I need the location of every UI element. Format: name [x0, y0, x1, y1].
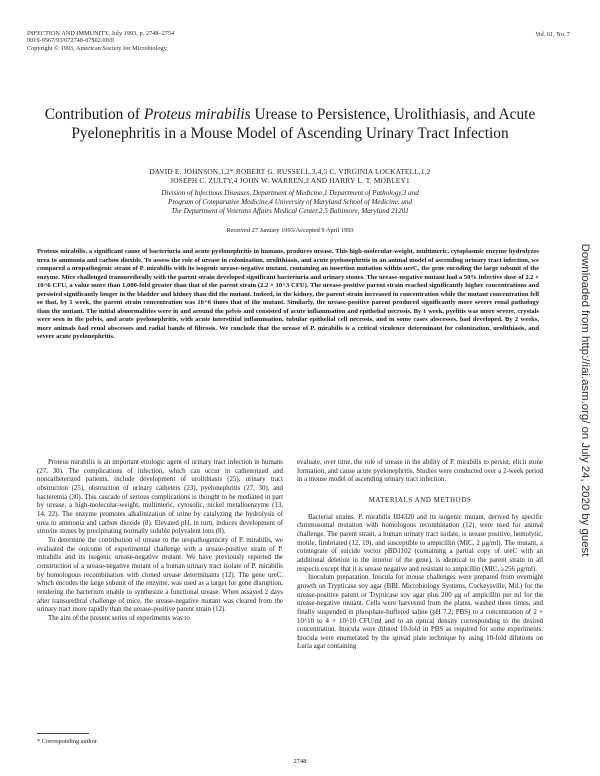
bacterial-strains-paragraph: Bacterial strains. P. mirabilis HI4320 and its isogenic mutant, derived by specific chromosomal mutation with homologous recombination (12), were used for animal challenge. The parent strain, a human urinary tract isolate, is urease positive, hemolytic, motile, fimbriated (12, 19), and susceptible to ampicillin (MIC, 2 μg/ml). The mutant, a cointegrate of suicide vector pBD1102 (containing a partial copy of ureC with an additional deletion in the interior of the gene), is identical to the parent strain in all respects except that it is urease negative and resistant to ampicillin (MIC, ≥256 μg/ml).: [297, 513, 543, 573]
affiliations: [40, 189, 540, 217]
received-dates: Received 27 January 1993/Accepted 9 April 1993: [226, 227, 354, 234]
intro-paragraph-1: Proteus mirabilis is an important etiologic agent of urinary tract infection in humans (27, 30). The complications of infection, which can occur in catheterized and noncatheterized patients, include development of urolithiasis (25), urinary tract obstruction (25), obstruction of urinary catheters (23), pyelonephritis (27, 30), and bacteremia (30). This cascade of serious complications is thought to be mediated in part by urease, a high-molecular-weight, multimeric, cytosolic, nickel metalloenzyme (13, 14, 22). The enzyme promotes alkalinization of urine by catalyzing the hydrolysis of urea to ammonia and carbon dioxide (8). Elevated pH, in turn, induces development of struvite stones by precipitating normally soluble polyvalent ions (8).: [37, 459, 283, 536]
affiliation-line-2: Program of Comparative Medicine,4 University of Maryland School of Medicine, and: [167, 198, 413, 207]
download-stamp-text: Downloaded from http://iai.asm.org/ on July 24, 2020 by guest: [579, 243, 591, 557]
author-list: [40, 167, 540, 185]
authors-line-2: JOSEPH C. ZULTY,4 JOHN W. WARREN,2 AND HARRY L. T. MOBLEY1: [170, 176, 410, 186]
title-pre: Contribution of: [44, 106, 144, 123]
body-column-left: [37, 459, 283, 623]
body-column-right: [297, 459, 543, 652]
intro-paragraph-continued: evaluate, over time, the role of urease in the ability of P. mirabilis to persist, elicit stone formation, and cause acute pyelonephritis. Studies were conducted over a 2-week period in a mouse model of ascending urinary tract infection.: [297, 459, 543, 484]
abstract: Proteus mirabilis, a significant cause of bacteriuria and acute pyelonephritis in humans, produces urease. This high-molecular-weight, multimeric, cytoplasmic enzyme hydrolyzes urea to ammonia and carbon dioxide. To assess the role of urease in colonization, urolithiasis, and acute pyelonephritis in an animal model of ascending urinary tract infection, we compared a uropathogenic strain of P. mirabilis with its isogenic urease-negative mutant, containing an insertion mutation within ureC, the gene encoding the large subunit of the enzyme. Mice challenged transurethrally with the parent strain developed significant bacteriuria and urinary stones. The urease-negative mutant had a 50% infective dose of 2.2 × 10^6 CFU, a value more than 1,000-fold greater than that of the parent strain (2.2 × 10^3 CFU). The urease-positive parent strain reached significantly higher concentrations and persisted significantly longer in the bladder and kidney than did the mutant. Indeed, in the kidney, the parent strain increased in concentration while the mutant concentration fell so that, by 1 week, the parent strain concentration was 10^6 times that of the mutant. Similarly, the urease-positive parent produced significantly more severe renal pathology than the mutant. The initial abnormalities were in and around the pelvis and consisted of acute inflammation and epithelial necrosis. By 1 week, pyelitis was more severe, crystals were seen in the pelvis, and acute pyelonephritis, with acute interstitial inflammation, tubular epithelial cell necrosis, and in some cases abscesses, had developed. By 2 weeks, more animals had renal abscesses and radial bands of fibrosis. We conclude that the urease of P. mirabilis is a critical virulence determinant for colonization, urolithiasis, and severe acute pyelonephritis.: [37, 248, 539, 340]
footnote-rule: [37, 733, 89, 734]
methods-heading: MATERIALS AND METHODS: [368, 496, 472, 504]
affiliation-line-1: Division of Infectious Diseases, Department of Medicine,1 Department of Pathology,3 and: [161, 189, 419, 197]
corresponding-author-footnote: * Corresponding author.: [37, 738, 99, 745]
page-number: 2748: [293, 758, 307, 765]
issn-line: 0019-9567/93/072748-07$02.00/0: [27, 38, 114, 45]
title-species: Proteus mirabilis: [143, 106, 251, 123]
affiliation-line-3: The Department of Veterans Affairs Medical Center,2,5 Baltimore, Maryland 21201: [171, 207, 409, 216]
title-post: Urease to Persistence, Urolithiasis, and Acute Pyelonephritis in a Mouse Model of Ascending Urinary Tract Infection: [71, 106, 536, 142]
intro-paragraph-3: The aim of the present series of experiments was to: [48, 614, 190, 622]
copyright-line: Copyright © 1993, American Society for Microbiology: [27, 45, 167, 52]
intro-paragraph-2: To determine the contribution of urease to the uropathogenicity of P. mirabilis, we evaluated the outcome of experimental challenge with a urease-positive strain of P. mirabilis and its isogenic urease-negative mutant. We have previously reported the construction of a urease-negative mutant of a human urinary tract isolate of P. mirabilis by homologous recombination with cloned urease determinants (12). The gene ureC, which encodes the large subunit of the enzyme, was used as a target for gene disruption, rendering the bacterium unable to synthesize a functional urease. When assayed 2 days after transurethral challenge of mice, the urease-negative mutant was cleared from the urinary tract more rapidly than the urease-positive parent strain (12).: [37, 536, 283, 614]
volume-issue: Vol. 61, No. 7: [535, 31, 570, 38]
journal-header: [27, 31, 174, 53]
journal-citation: INFECTION AND IMMUNITY, July 1993, p. 2748–2754: [27, 31, 175, 37]
inoculum-preparation-paragraph: Inoculum preparation. Inocula for mouse challenges were prepared from overnight growth on Trypticase soy agar (BBL Microbiology Systems, Cockeysville, Md.) for the urease-positive parent or Trypticase soy agar plus 200 μg of ampicillin per ml for the urease-negative mutant. Cells were harvested from the plates, washed three times, and finally suspended in phosphate-buffered saline (pH 7.2; PBS) to a concentration of 2 × 10^10 to 4 × 10^10 CFU/ml and to an optical density corresponding to the desired concentration. Inocula were diluted 10-fold in PBS as required for some experiments. Inocula were enumerated by the spread plate technique by using 10-fold dilutions on Luria agar containing: [297, 574, 543, 651]
article-title: [40, 106, 540, 143]
authors-line-1: DAVID E. JOHNSON,1,2* ROBERT G. RUSSELL,3,4,5 C. VIRGINIA LOCKATELL,1,2: [149, 167, 431, 176]
